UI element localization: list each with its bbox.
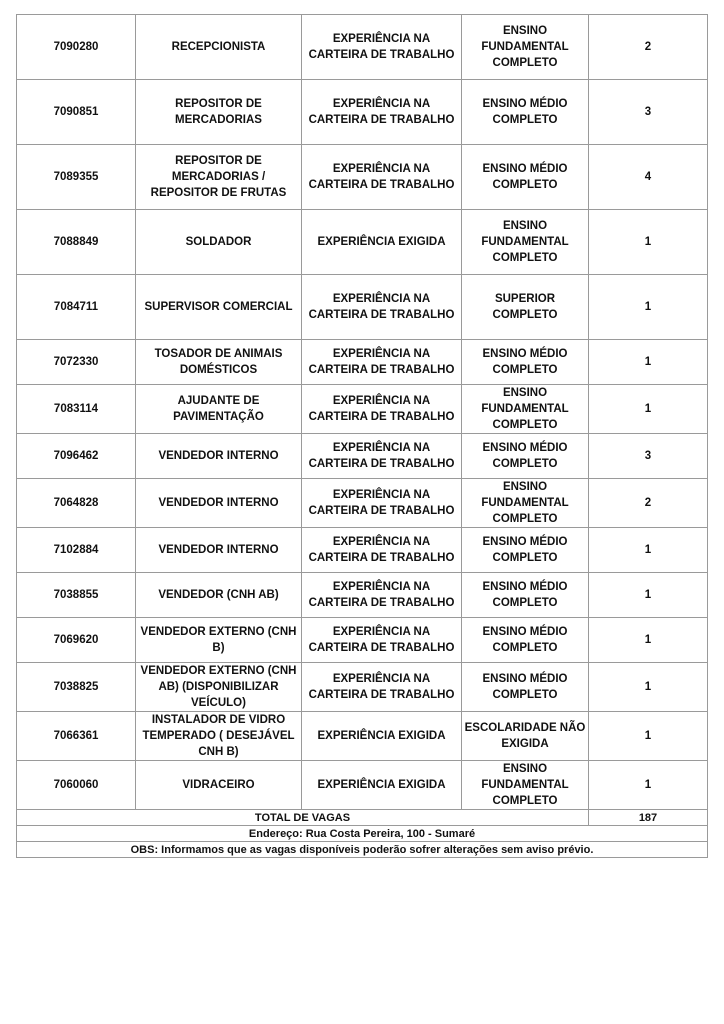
vacancy-education: ENSINO FUNDAMENTAL COMPLETO: [462, 210, 589, 275]
vacancy-code: 7060060: [17, 761, 136, 810]
vacancy-code: 7088849: [17, 210, 136, 275]
vacancy-education: ENSINO MÉDIO COMPLETO: [462, 434, 589, 479]
vacancy-education: ENSINO MÉDIO COMPLETO: [462, 663, 589, 712]
vacancy-code: 7089355: [17, 145, 136, 210]
vacancy-education: ENSINO MÉDIO COMPLETO: [462, 618, 589, 663]
vacancy-occupation: SOLDADOR: [136, 210, 302, 275]
vacancy-code: 7066361: [17, 712, 136, 761]
vacancy-code: 7090280: [17, 15, 136, 80]
total-label: TOTAL DE VAGAS: [17, 810, 589, 826]
vacancy-count: 3: [589, 80, 708, 145]
vacancy-education: ENSINO FUNDAMENTAL COMPLETO: [462, 479, 589, 528]
vacancy-experience: EXPERIÊNCIA NA CARTEIRA DE TRABALHO: [302, 663, 462, 712]
vacancy-code: 7083114: [17, 385, 136, 434]
vacancy-education: ENSINO FUNDAMENTAL COMPLETO: [462, 761, 589, 810]
job-vacancies-table: [16, 14, 708, 858]
table-row: [17, 275, 708, 340]
vacancy-occupation: VENDEDOR EXTERNO (CNH AB) (DISPONIBILIZAR VEÍCULO): [136, 663, 302, 712]
vacancy-experience: EXPERIÊNCIA NA CARTEIRA DE TRABALHO: [302, 528, 462, 573]
vacancy-education: ENSINO MÉDIO COMPLETO: [462, 145, 589, 210]
vacancy-occupation: VENDEDOR INTERNO: [136, 434, 302, 479]
vacancy-experience: EXPERIÊNCIA NA CARTEIRA DE TRABALHO: [302, 15, 462, 80]
vacancy-education: ENSINO MÉDIO COMPLETO: [462, 80, 589, 145]
table-row: [17, 340, 708, 385]
vacancy-code: 7102884: [17, 528, 136, 573]
vacancy-count: 1: [589, 573, 708, 618]
vacancy-experience: EXPERIÊNCIA NA CARTEIRA DE TRABALHO: [302, 340, 462, 385]
vacancy-occupation: REPOSITOR DE MERCADORIAS / REPOSITOR DE FRUTAS: [136, 145, 302, 210]
vacancy-experience: EXPERIÊNCIA NA CARTEIRA DE TRABALHO: [302, 275, 462, 340]
vacancy-code: 7064828: [17, 479, 136, 528]
vacancy-count: 1: [589, 340, 708, 385]
vacancy-experience: EXPERIÊNCIA NA CARTEIRA DE TRABALHO: [302, 80, 462, 145]
vacancy-experience: EXPERIÊNCIA EXIGIDA: [302, 761, 462, 810]
note-text: OBS: Informamos que as vagas disponíveis poderão sofrer alterações sem aviso prévio.: [17, 842, 708, 858]
total-value: 187: [589, 810, 708, 826]
vacancy-count: 2: [589, 15, 708, 80]
vacancy-experience: EXPERIÊNCIA NA CARTEIRA DE TRABALHO: [302, 479, 462, 528]
vacancy-count: 2: [589, 479, 708, 528]
vacancy-occupation: VIDRACEIRO: [136, 761, 302, 810]
vacancy-occupation: REPOSITOR DE MERCADORIAS: [136, 80, 302, 145]
table-row: [17, 479, 708, 528]
table-row: [17, 663, 708, 712]
vacancy-occupation: INSTALADOR DE VIDRO TEMPERADO ( DESEJÁVEL CNH B): [136, 712, 302, 761]
vacancy-occupation: VENDEDOR (CNH AB): [136, 573, 302, 618]
table-row: [17, 80, 708, 145]
vacancy-experience: EXPERIÊNCIA EXIGIDA: [302, 210, 462, 275]
vacancy-code: 7038855: [17, 573, 136, 618]
vacancy-count: 1: [589, 618, 708, 663]
table-row: [17, 210, 708, 275]
table-row: [17, 573, 708, 618]
vacancy-occupation: SUPERVISOR COMERCIAL: [136, 275, 302, 340]
vacancy-education: ESCOLARIDADE NÃO EXIGIDA: [462, 712, 589, 761]
address-text: Endereço: Rua Costa Pereira, 100 - Sumaré: [17, 826, 708, 842]
vacancy-education: ENSINO MÉDIO COMPLETO: [462, 340, 589, 385]
vacancy-count: 1: [589, 712, 708, 761]
vacancy-count: 4: [589, 145, 708, 210]
vacancy-count: 1: [589, 385, 708, 434]
table-row: [17, 145, 708, 210]
table-row: [17, 434, 708, 479]
table-row: [17, 618, 708, 663]
vacancy-experience: EXPERIÊNCIA NA CARTEIRA DE TRABALHO: [302, 434, 462, 479]
vacancy-education: ENSINO FUNDAMENTAL COMPLETO: [462, 15, 589, 80]
vacancy-code: 7072330: [17, 340, 136, 385]
vacancy-count: 1: [589, 210, 708, 275]
table-row: [17, 385, 708, 434]
vacancy-code: 7038825: [17, 663, 136, 712]
vacancy-code: 7096462: [17, 434, 136, 479]
vacancy-education: ENSINO MÉDIO COMPLETO: [462, 528, 589, 573]
vacancy-code: 7090851: [17, 80, 136, 145]
total-row: [17, 810, 708, 826]
vacancy-occupation: VENDEDOR INTERNO: [136, 528, 302, 573]
vacancy-count: 1: [589, 663, 708, 712]
note-row: [17, 842, 708, 858]
vacancy-experience: EXPERIÊNCIA NA CARTEIRA DE TRABALHO: [302, 145, 462, 210]
vacancy-code: 7069620: [17, 618, 136, 663]
vacancy-occupation: TOSADOR DE ANIMAIS DOMÉSTICOS: [136, 340, 302, 385]
vacancy-occupation: RECEPCIONISTA: [136, 15, 302, 80]
vacancy-occupation: VENDEDOR INTERNO: [136, 479, 302, 528]
vacancy-rows: [17, 15, 708, 858]
vacancy-experience: EXPERIÊNCIA NA CARTEIRA DE TRABALHO: [302, 385, 462, 434]
address-row: [17, 826, 708, 842]
table-row: [17, 528, 708, 573]
vacancy-count: 1: [589, 528, 708, 573]
vacancy-education: SUPERIOR COMPLETO: [462, 275, 589, 340]
vacancy-experience: EXPERIÊNCIA NA CARTEIRA DE TRABALHO: [302, 573, 462, 618]
table-row: [17, 761, 708, 810]
table-row: [17, 712, 708, 761]
table-row: [17, 15, 708, 80]
vacancy-education: ENSINO MÉDIO COMPLETO: [462, 573, 589, 618]
vacancy-count: 1: [589, 275, 708, 340]
vacancy-occupation: VENDEDOR EXTERNO (CNH B): [136, 618, 302, 663]
vacancy-count: 3: [589, 434, 708, 479]
vacancy-occupation: AJUDANTE DE PAVIMENTAÇÃO: [136, 385, 302, 434]
vacancy-experience: EXPERIÊNCIA EXIGIDA: [302, 712, 462, 761]
vacancy-code: 7084711: [17, 275, 136, 340]
vacancy-experience: EXPERIÊNCIA NA CARTEIRA DE TRABALHO: [302, 618, 462, 663]
job-vacancies-sheet: [16, 14, 707, 858]
vacancy-education: ENSINO FUNDAMENTAL COMPLETO: [462, 385, 589, 434]
vacancy-count: 1: [589, 761, 708, 810]
